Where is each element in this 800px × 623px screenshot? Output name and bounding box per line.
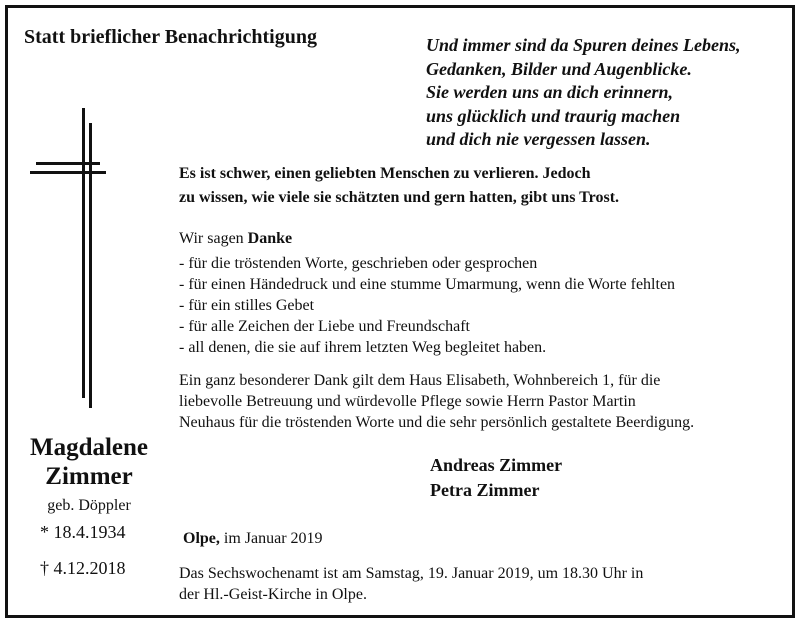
- thanks-section: [179, 228, 675, 358]
- thanks-item: - für alle Zeichen der Liebe und Freundschaft: [179, 318, 470, 335]
- poem: [426, 34, 741, 152]
- place-city: Olpe,: [183, 530, 220, 547]
- comfort-quote: [179, 162, 619, 210]
- quote-line: Es ist schwer, einen geliebten Menschen zu verlieren. Jedoch: [179, 165, 591, 182]
- poem-line: und dich nie vergessen lassen.: [426, 129, 651, 149]
- cross-horizontal-bar: [30, 171, 106, 174]
- death-date: † 4.12.2018: [40, 558, 126, 578]
- poem-line: Sie werden uns an dich erinnern,: [426, 82, 674, 102]
- special-thanks-line: liebevolle Betreuung und würdevolle Pflege sowie Herrn Pastor Martin: [179, 393, 636, 410]
- poem-line: Gedanken, Bilder und Augenblicke.: [426, 58, 692, 79]
- cross-icon: [30, 108, 106, 408]
- thanks-item: - für die tröstenden Worte, geschrieben oder gesprochen: [179, 255, 538, 272]
- deceased-first-name: Magdalene: [29, 434, 149, 461]
- place-month: im Januar 2019: [223, 530, 323, 547]
- cross-vertical-bar: [82, 108, 85, 398]
- thanks-intro-text: Wir sagen: [179, 230, 244, 247]
- special-thanks-line: Ein ganz besonderer Dank gilt dem Haus Elisabeth, Wohnbereich 1, für die: [179, 372, 661, 389]
- place-date: [183, 530, 323, 548]
- funeral-line: der Hl.-Geist-Kirche in Olpe.: [179, 586, 367, 603]
- thanks-item: - all denen, die sie auf ihrem letzten Weg begleitet haben.: [179, 339, 547, 356]
- birth-date: * 18.4.1934: [40, 522, 126, 542]
- signer-name: Petra Zimmer: [430, 480, 540, 500]
- poem-line: uns glücklich und traurig machen: [426, 105, 681, 126]
- cross-horizontal-bar: [36, 162, 100, 165]
- special-thanks: [179, 370, 694, 433]
- thanks-intro: [179, 228, 675, 249]
- signers: [430, 453, 562, 503]
- thanks-item: - für ein stilles Gebet: [179, 297, 315, 314]
- funeral-info: [179, 563, 643, 605]
- notice-heading: Statt brieflicher Benachrichtigung: [24, 26, 317, 48]
- deceased-last-name: Zimmer: [45, 463, 133, 490]
- deceased-name: [18, 433, 160, 491]
- signer-name: Andreas Zimmer: [430, 455, 563, 475]
- cross-vertical-bar: [89, 123, 92, 408]
- special-thanks-line: Neuhaus für die tröstenden Worte und die sehr persönlich gestaltete Beerdigung.: [179, 414, 695, 431]
- poem-line: Und immer sind da Spuren deines Lebens,: [426, 35, 741, 55]
- thanks-intro-bold: Danke: [247, 230, 293, 247]
- deceased-maiden-name: geb. Döppler: [47, 497, 131, 514]
- quote-line: zu wissen, wie viele sie schätzten und gern hatten, gibt uns Trost.: [179, 189, 620, 206]
- thanks-item: - für einen Händedruck und eine stumme Umarmung, wenn die Worte fehlten: [179, 276, 676, 293]
- funeral-line: Das Sechswochenamt ist am Samstag, 19. Januar 2019, um 18.30 Uhr in: [179, 565, 644, 582]
